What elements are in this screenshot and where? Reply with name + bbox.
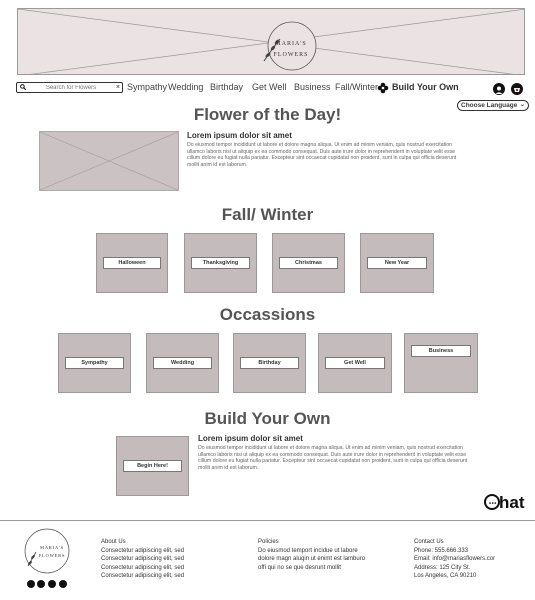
nav-item-birthday[interactable]: Birthday [210,82,244,92]
language-label: Choose Language [461,102,518,109]
footer-about-line: Consectetur adipiscing elit, sed [101,564,185,571]
search-input[interactable] [29,83,113,92]
build-your-own-text: Do eiusmod tempor incididunt ut labore et dolore magna aliqua. Ut enim ad minim veniam, quis nostrud exercitation ullamco laboris nisi ut aliquip ex ea commodo consequat. Duis aute irure dolor in reprehenderit in voluptate velit esse cillum dolore eu fugiat nulla pariatur. Excepteur sint occaecat cupidatat non proident, sunt in culpa qui officia deserunt mollit anim id est laborum. [198,445,468,471]
nav-item-fall-winter[interactable]: Fall/Winter [335,82,379,92]
footer-logo-text [32,544,72,560]
occasions-heading: Occassions [219,305,316,324]
chat-button[interactable] [484,494,529,516]
build-your-own-heading: Build Your Own [204,409,331,428]
facebook-icon[interactable] [59,580,67,588]
account-icon[interactable] [493,83,505,95]
tile-new-year[interactable] [360,233,434,293]
tile-christmas[interactable] [272,233,345,293]
tile-business[interactable] [404,333,478,393]
footer-about-line: Consectetur adipiscing elit, sed [101,556,185,563]
nav-item-sympathy[interactable]: Sympathy [127,82,168,92]
tile-label[interactable]: Birthday [240,357,299,369]
tile-birthday[interactable] [233,333,306,393]
tile-get-well[interactable] [318,333,392,393]
chevron-down-icon: ⌄ [519,102,525,108]
tile-label[interactable]: Wedding [153,357,212,369]
flower-of-day-heading: Flower of the Day! [193,105,342,124]
nav-item-business[interactable]: Business [294,82,331,92]
footer-brand-line-1: MARIA'S [40,545,64,550]
tile-label[interactable]: New Year [367,257,427,269]
footer-policies-line: offi qui no se que desrunt mollit [258,564,341,571]
tile-label[interactable]: Halloween [103,257,161,269]
footer-about-line: Consectetur adipiscing elit, sed [101,573,185,580]
footer-about-heading[interactable]: About Us [101,539,126,545]
footer-contact [414,538,495,581]
email-icon[interactable] [27,580,35,588]
footer-contact-heading[interactable]: Contact Us [414,539,444,545]
search-bar[interactable] [16,82,123,93]
flower-of-day-title: Lorem ipsum dolor sit amet [187,131,292,140]
brand-line-2: FLOWERS [273,52,309,58]
brand-logo[interactable] [251,39,331,61]
tile-wedding[interactable] [146,333,219,393]
footer-contact-line: Phone: 555.666.333 [414,547,469,554]
tile-label[interactable]: Christmas [279,257,338,269]
begin-here-button[interactable]: Begin Here! [123,460,182,472]
build-your-own-tile[interactable] [116,436,189,496]
chat-label: hat [499,493,525,512]
tile-label[interactable]: Thanksgiving [191,257,250,269]
nav-item-get-well[interactable]: Get Well [252,82,287,92]
cart-icon[interactable] [511,83,523,95]
tile-label[interactable]: Sympathy [65,357,124,369]
footer-policies-line: Do eiusmod temport incidue ut labore [258,547,358,554]
footer-about [101,538,184,581]
brand-line-1: MARIA'S [275,41,307,47]
tile-sympathy[interactable] [58,333,131,393]
flower-icon [377,82,389,94]
flower-of-day-image [39,131,179,191]
tile-label[interactable]: Business [411,345,471,357]
clear-icon[interactable]: × [115,84,120,91]
footer-about-line: Consectetur adipiscing elit, sed [101,547,185,554]
chat-icon [484,494,500,510]
tile-halloween[interactable] [96,233,168,293]
footer-policies-heading[interactable]: Policies [258,539,279,545]
chat-dots: ••• [489,501,497,507]
footer-contact-line: Los Angeles, CA 90210 [414,573,477,580]
tile-thanksgiving[interactable] [184,233,257,293]
nav-item-build-your-own[interactable]: Build Your Own [392,82,459,92]
header-banner [17,8,525,75]
footer-policies [258,538,365,572]
tile-label[interactable]: Get Well [325,357,385,369]
build-your-own-title: Lorem ipsum dolor sit amet [198,434,303,443]
instagram-icon[interactable] [37,580,45,588]
tiktok-icon[interactable] [48,580,56,588]
fall-winter-heading: Fall/ Winter [221,205,314,224]
flower-of-day-text: Do eiusmod tempor incididunt ut labore et dolore magna aliqua. Ut enim ad minim veniam, quis nostrud exercitation ullamco laboris nisi ut aliquip ex ea commodo consequat. Duis aute irure dolor in reprehenderit in voluptate velit esse cillum dolore eu fugiat nulla pariatur. Excepteur sint occaecat cupidatat non proident, sunt in culpa qui officia deserunt mollit anim id est laborum. [187,142,457,168]
search-icon[interactable] [20,84,26,90]
footer-contact-line: Email: info@mariasflowers.cor [414,556,496,563]
nav-item-wedding[interactable]: Wedding [168,82,204,92]
footer-brand-line-2: FLOWERS [38,553,66,558]
footer-contact-line: Address: 125 City St. [414,564,471,571]
footer-policies-line: dolore magn aluqin ut enimt est lamburo [258,556,366,563]
